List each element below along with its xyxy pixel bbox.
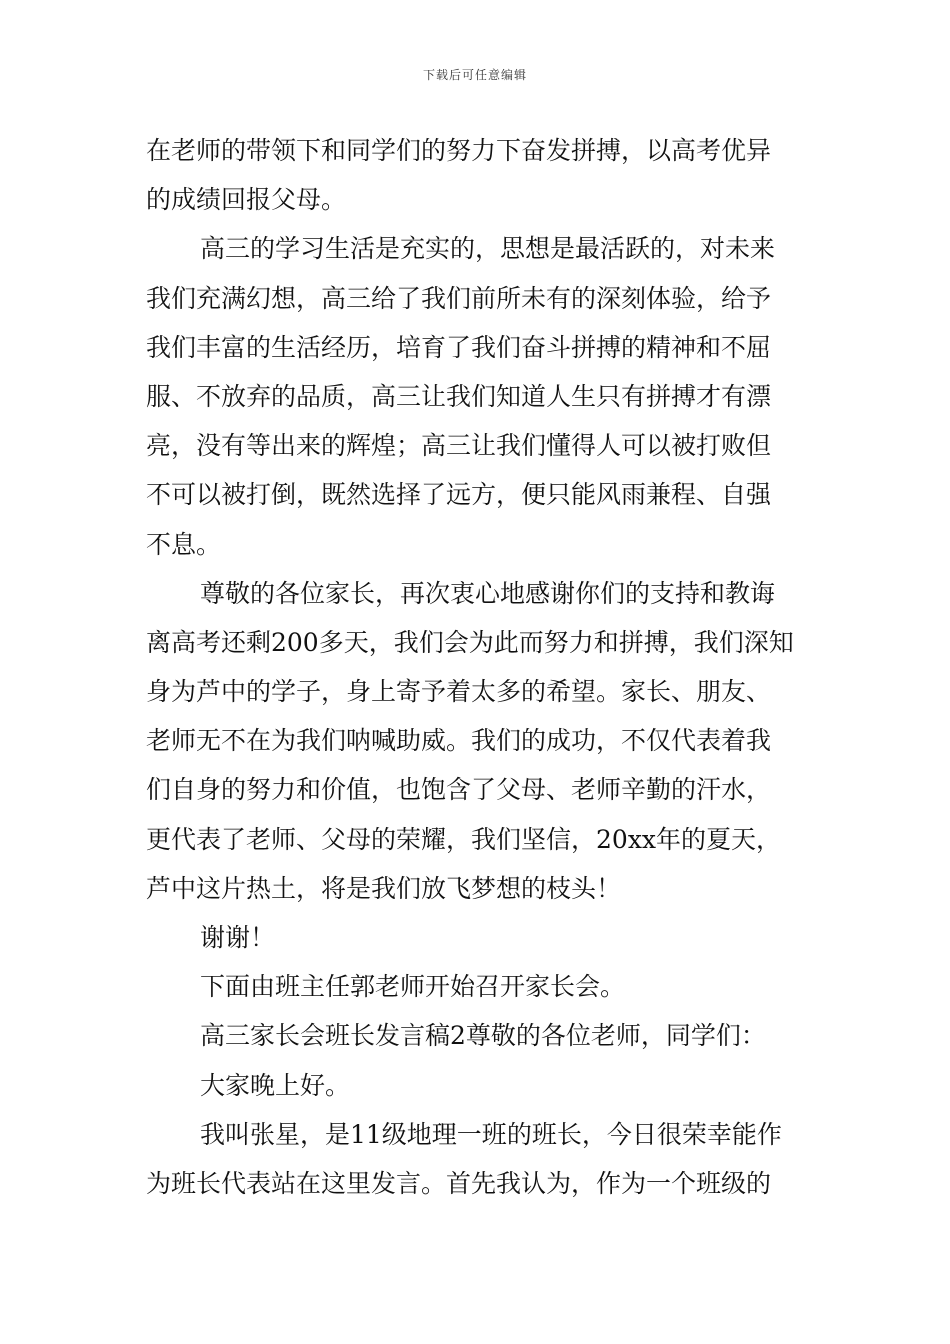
paragraph-start-line: 我叫张星，是11级地理一班的班长，今日很荣幸能作 xyxy=(200,1119,782,1149)
paragraph-start-line: 高三的学习生活是充实的，思想是最活跃的，对未来 xyxy=(200,234,776,264)
text-line: 们自身的努力和价值，也饱含了父母、老师辛勤的汗水， xyxy=(146,775,772,805)
text-line: 服、不放弃的品质，高三让我们知道人生只有拼搏才有漂 xyxy=(146,381,772,411)
page-header: 下载后可任意编辑 xyxy=(422,68,527,82)
text-line: 为班长代表站在这里发言。首先我认为，作为一个班级的 xyxy=(146,1168,772,1198)
paragraph-start-line: 高三家长会班长发言稿2尊敬的各位老师，同学们： xyxy=(200,1021,766,1051)
paragraph-start-line: 下面由班主任郭老师开始召开家长会。 xyxy=(200,972,626,1002)
text-line: 我们充满幻想，高三给了我们前所未有的深刻体验，给予 xyxy=(146,283,772,313)
paragraph-start-line: 谢谢！ xyxy=(200,923,276,952)
text-line: 在老师的带领下和同学们的努力下奋发拼搏，以高考优异 xyxy=(146,136,772,165)
text-line: 老师无不在为我们呐喊助威。我们的成功，不仅代表着我 xyxy=(146,726,772,756)
text-line: 更代表了老师、父母的荣耀，我们坚信，20xx年的夏天， xyxy=(146,824,782,854)
text-line: 芦中这片热土，将是我们放飞梦想的枝头！ xyxy=(146,873,622,903)
text-line: 不息。 xyxy=(146,529,222,559)
text-line: 我们丰富的生活经历，培育了我们奋斗拼搏的精神和不屈 xyxy=(146,332,772,362)
text-line: 不可以被打倒，既然选择了远方，便只能风雨兼程、自强 xyxy=(146,480,772,510)
text-line: 身为芦中的学子，身上寄予着太多的希望。家长、朋友、 xyxy=(146,677,772,707)
text-line: 离高考还剩200多天，我们会为此而努力和拼搏，我们深知 xyxy=(146,627,794,657)
document-body xyxy=(146,126,808,1208)
text-line: 的成绩回报父母。 xyxy=(146,185,347,215)
paragraph-start-line: 大家晚上好。 xyxy=(200,1070,351,1100)
paragraph-start-line: 尊敬的各位家长，再次衷心地感谢你们的支持和教诲 xyxy=(200,578,776,608)
text-line: 亮，没有等出来的辉煌；高三让我们懂得人可以被打败但 xyxy=(146,431,772,461)
